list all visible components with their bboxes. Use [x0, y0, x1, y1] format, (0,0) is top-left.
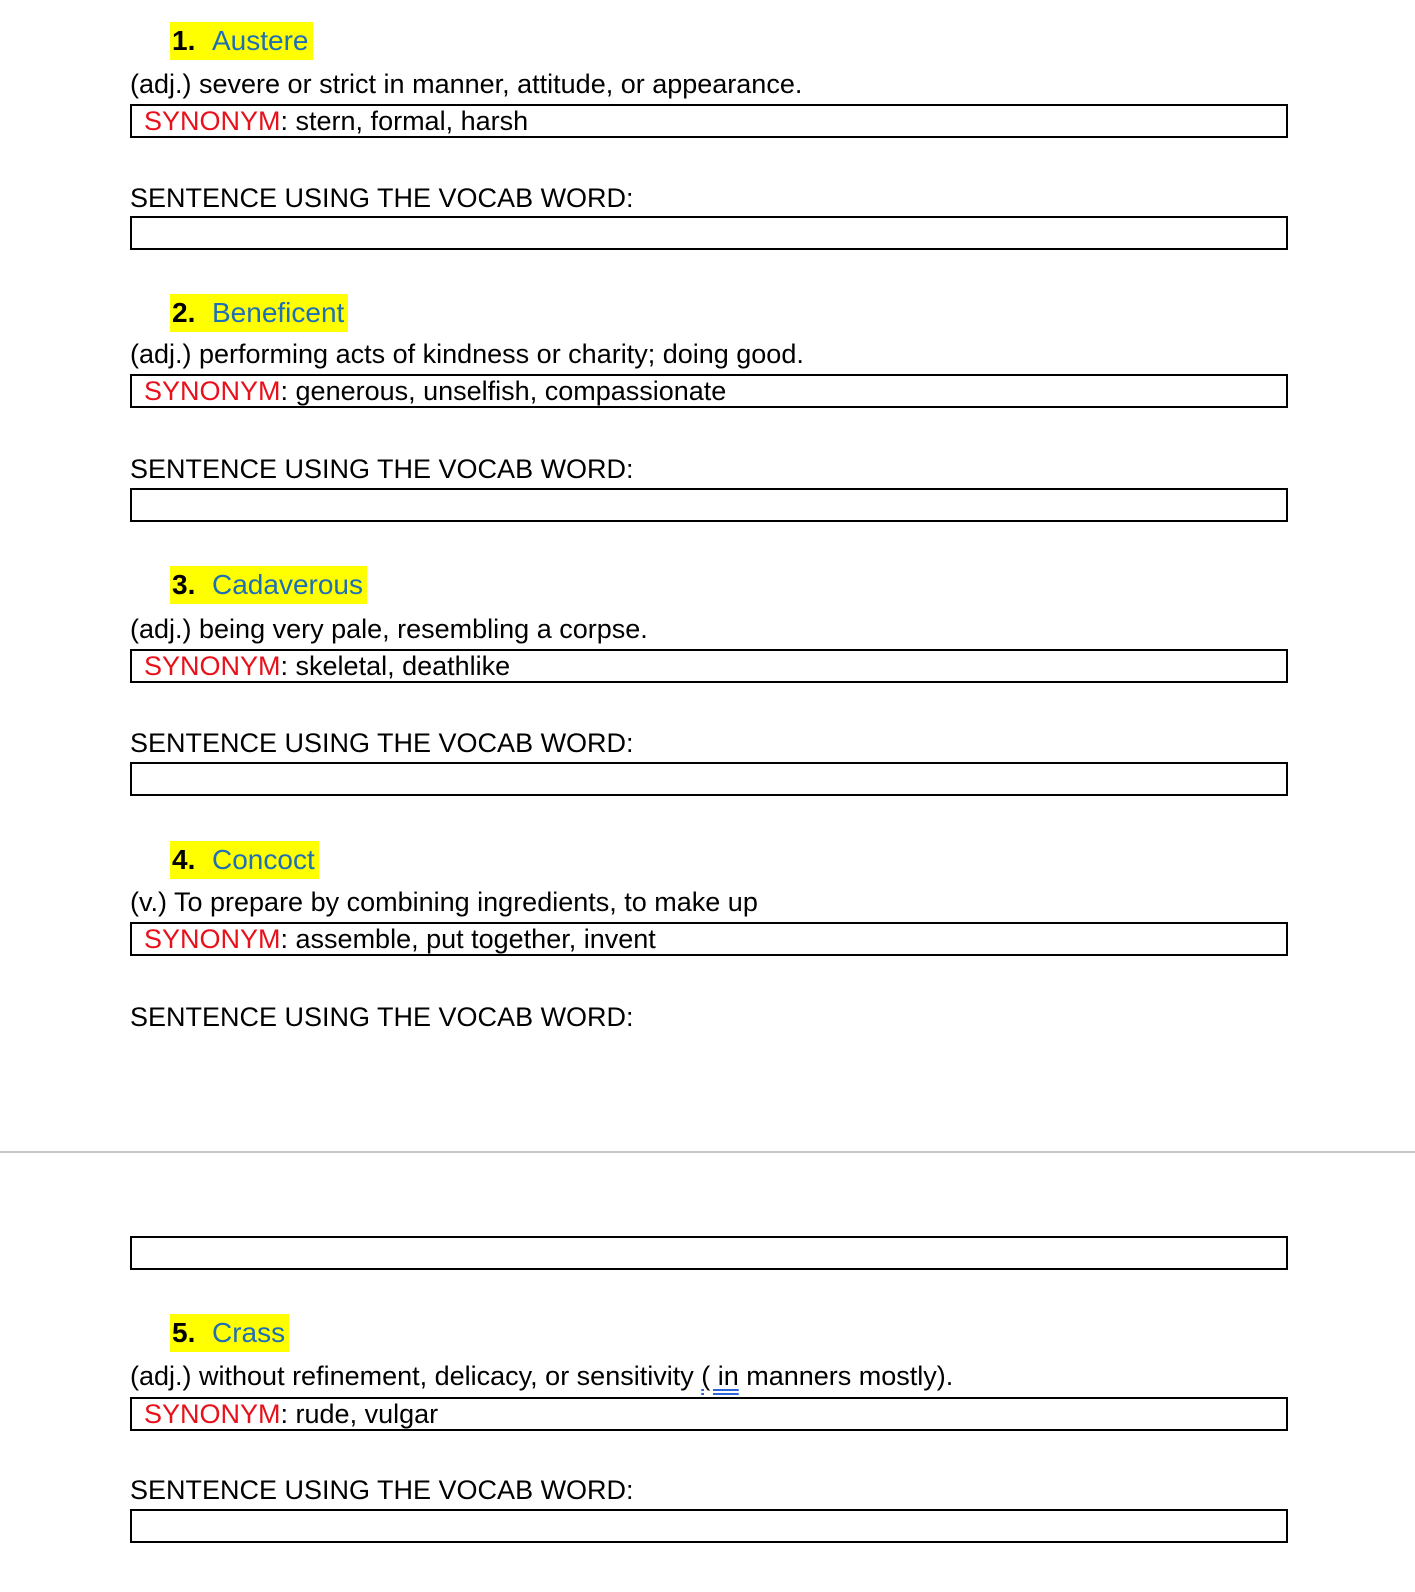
grammar-underlined-text[interactable]: ( in: [701, 1361, 739, 1391]
sentence-input-box-2[interactable]: [130, 488, 1288, 522]
synonym-label: SYNONYM: [144, 924, 281, 954]
definition-text: (adj.) without refinement, delicacy, or sensitivity: [130, 1361, 702, 1391]
synonym-text: : stern, formal, harsh: [280, 106, 529, 136]
vocab-word: Austere: [212, 25, 309, 56]
synonym-box-2: [130, 374, 1288, 408]
vocab-definition-5: [130, 1358, 953, 1394]
vocab-definition-1: (adj.) severe or strict in manner, attitude, or appearance.: [130, 69, 803, 99]
sentence-input-box-3[interactable]: [130, 762, 1288, 796]
synonym-text: : assemble, put together, invent: [280, 924, 656, 954]
vocab-heading-1: [170, 22, 313, 60]
vocab-word: Beneficent: [212, 297, 345, 328]
sentence-prompt-1: SENTENCE USING THE VOCAB WORD:: [130, 183, 634, 213]
synonym-text: : rude, vulgar: [280, 1399, 439, 1429]
synonym-label: SYNONYM: [144, 651, 281, 681]
synonym-label: SYNONYM: [144, 1399, 281, 1429]
synonym-box-5: [130, 1397, 1288, 1431]
vocab-definition-3: (adj.) being very pale, resembling a corpse.: [130, 614, 648, 644]
vocab-heading-3: [170, 566, 367, 604]
synonym-box-3: [130, 649, 1288, 683]
sentence-input-box-5[interactable]: [130, 1509, 1288, 1543]
vocab-number: 5.: [172, 1317, 196, 1348]
vocab-heading-4: [170, 841, 319, 879]
synonym-text: : skeletal, deathlike: [280, 651, 511, 681]
vocab-heading-2: [170, 294, 348, 332]
page-break-divider: [0, 1151, 1415, 1153]
synonym-box-4: [130, 922, 1288, 956]
vocab-number: 3.: [172, 569, 196, 600]
synonym-label: SYNONYM: [144, 106, 281, 136]
sentence-input-box-4[interactable]: [130, 1236, 1288, 1270]
vocab-definition-2: (adj.) performing acts of kindness or charity; doing good.: [130, 339, 804, 369]
sentence-prompt-5: SENTENCE USING THE VOCAB WORD:: [130, 1475, 634, 1505]
sentence-prompt-4: SENTENCE USING THE VOCAB WORD:: [130, 1002, 634, 1032]
vocab-word: Cadaverous: [212, 569, 363, 600]
vocab-word: Concoct: [212, 844, 315, 875]
sentence-prompt-2: SENTENCE USING THE VOCAB WORD:: [130, 454, 634, 484]
vocab-heading-5: [170, 1314, 289, 1352]
sentence-input-box-1[interactable]: [130, 216, 1288, 250]
vocab-number: 1.: [172, 25, 196, 56]
vocab-number: 2.: [172, 297, 196, 328]
vocab-number: 4.: [172, 844, 196, 875]
sentence-prompt-3: SENTENCE USING THE VOCAB WORD:: [130, 728, 634, 758]
definition-text-end: manners mostly).: [738, 1361, 954, 1391]
synonym-box-1: [130, 104, 1288, 138]
vocab-word: Crass: [212, 1317, 286, 1348]
vocab-definition-4: (v.) To prepare by combining ingredients, to make up: [130, 887, 758, 917]
synonym-text: : generous, unselfish, compassionate: [280, 376, 727, 406]
synonym-label: SYNONYM: [144, 376, 281, 406]
